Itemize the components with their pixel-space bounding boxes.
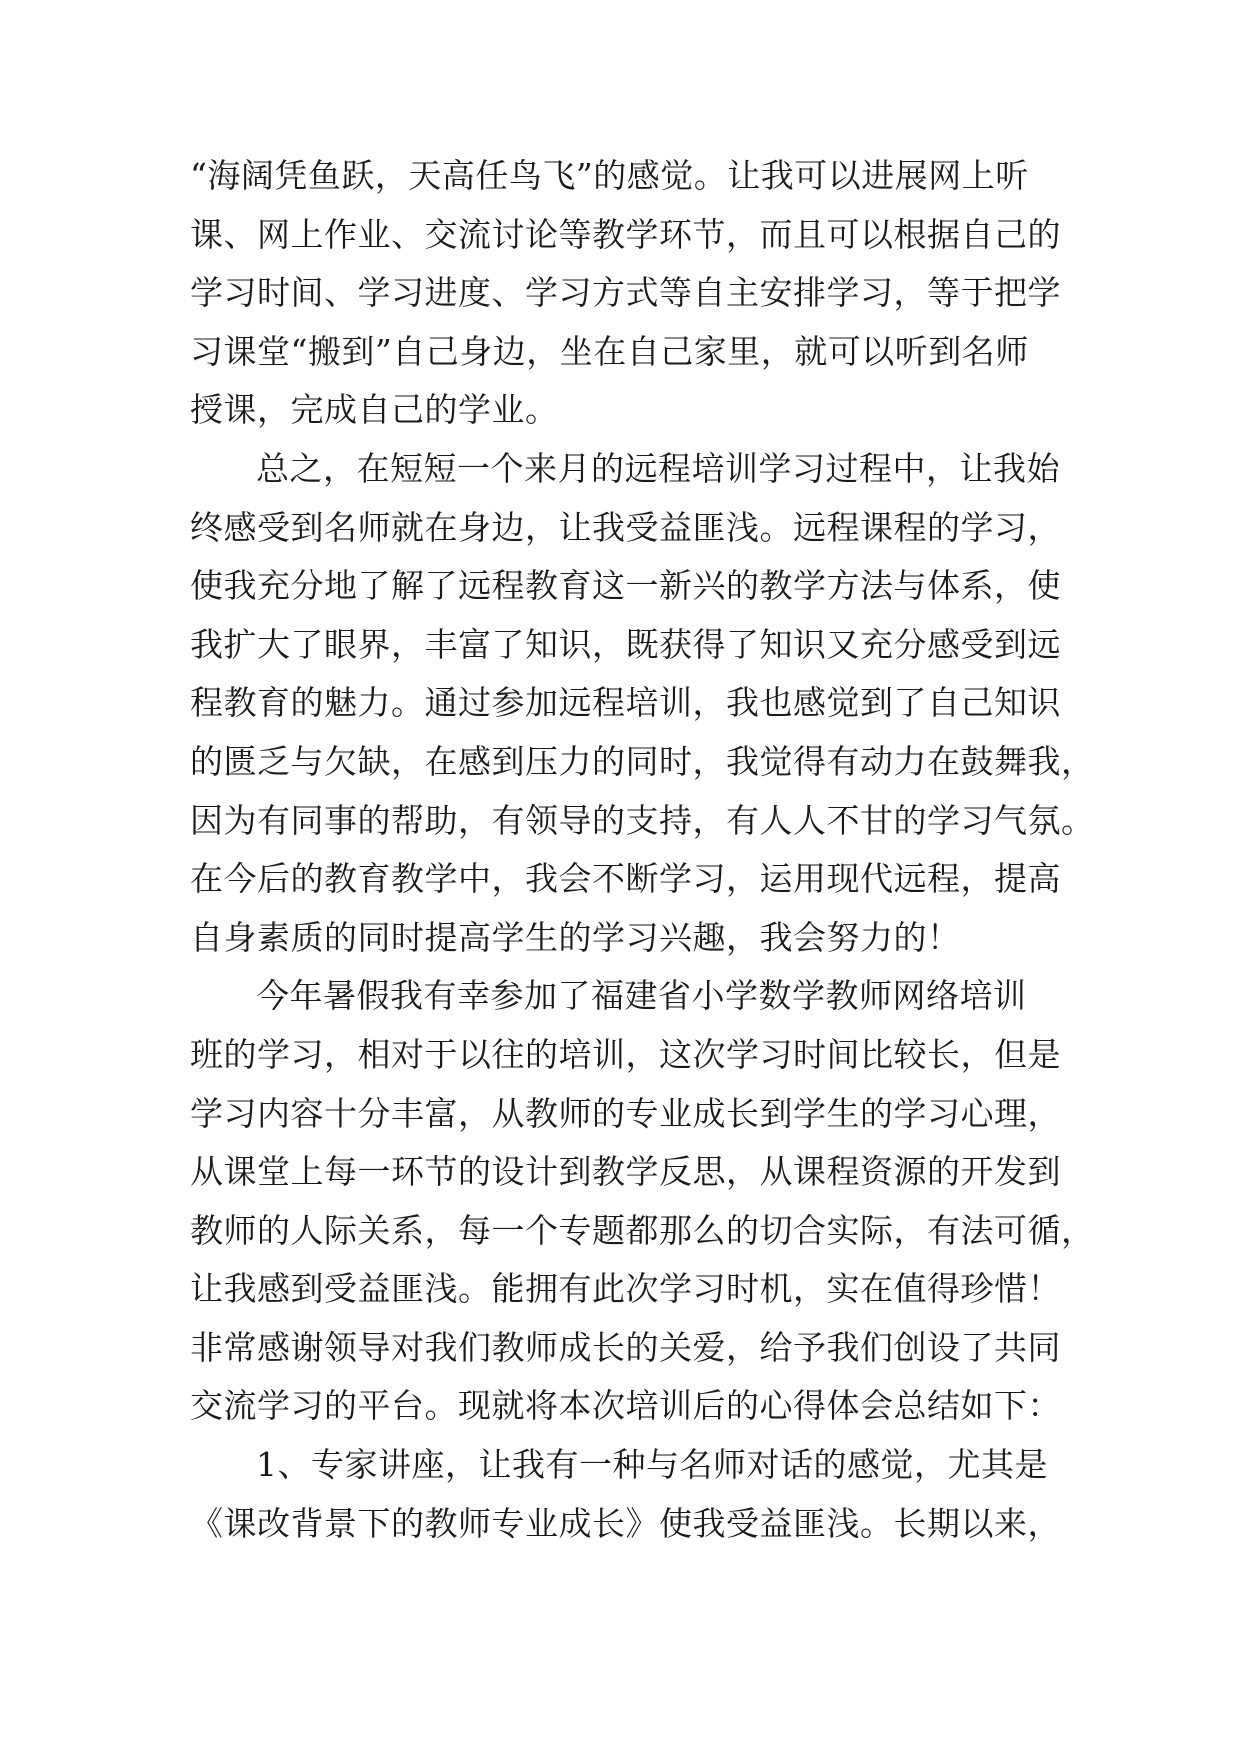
text-line: 使我充分地了解了远程教育这一新兴的教学方法与体系，使 [190, 566, 1061, 606]
paragraph-first-line: 总之，在短短一个来月的远程培训学习过程中，让我始 [256, 448, 1060, 488]
text-line: 我扩大了眼界，丰富了知识，既获得了知识又充分感受到远 [190, 624, 1061, 664]
text-line: 学习内容十分丰富，从教师的专业成长到学生的学习心理， [190, 1093, 1061, 1133]
document-body [190, 147, 1095, 1553]
text-line: 从课堂上每一环节的设计到教学反思，从课程资源的开发到 [190, 1152, 1061, 1192]
text-line: 学习时间、学习进度、学习方式等自主安排学习，等于把学 [190, 273, 1061, 313]
text-line: 非常感谢领导对我们教师成长的关爱，给予我们创设了共同 [190, 1327, 1061, 1367]
text-line: 因为有同事的帮助，有领导的支持，有人人不甘的学习气氛。 [190, 800, 1095, 840]
text-line: 教师的人际关系，每一个专题都那么的切合实际，有法可循， [190, 1210, 1095, 1250]
text-line: 习课堂“搬到”自己身边，坐在自己家里，就可以听到名师 [190, 331, 1029, 371]
text-line: 终感受到名师就在身边，让我受益匪浅。远程课程的学习， [190, 507, 1061, 547]
text-line: 在今后的教育教学中，我会不断学习，运用现代远程，提高 [190, 859, 1061, 899]
text-line: “海阔凭鱼跃，天高任鸟飞”的感觉。让我可以进展网上听 [190, 156, 1029, 195]
text-line: 班的学习，相对于以往的培训，这次学习时间比较长，但是 [190, 1034, 1061, 1074]
text-line: 授课，完成自己的学业。 [190, 390, 559, 430]
text-line: 交流学习的平台。现就将本次培训后的心得体会总结如下： [190, 1386, 1061, 1426]
text-line: 自身素质的同时提高学生的学习兴趣，我会努力的！ [190, 917, 961, 957]
paragraph-first-line: 今年暑假我有幸参加了福建省小学数学教师网络培训 [256, 976, 1027, 1016]
paragraph-first-line: 1、专家讲座，让我有一种与名师对话的感觉，尤其是 [256, 1445, 1048, 1485]
text-line: 《课改背景下的教师专业成长》使我受益匪浅。长期以来， [190, 1503, 1061, 1543]
text-line: 的匮乏与欠缺，在感到压力的同时，我觉得有动力在鼓舞我， [190, 741, 1095, 781]
text-line: 让我感到受益匪浅。能拥有此次学习时机，实在值得珍惜！ [190, 1269, 1061, 1309]
text-line: 课、网上作业、交流讨论等教学环节，而且可以根据自己的 [190, 214, 1061, 254]
text-line: 程教育的魅力。通过参加远程培训，我也感觉到了自己知识 [190, 683, 1061, 723]
